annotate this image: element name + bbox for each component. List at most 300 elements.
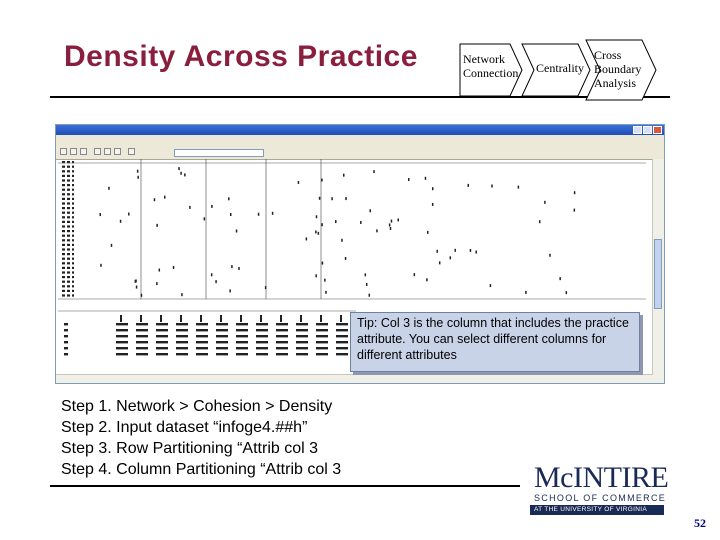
matrix-texture-mark	[67, 235, 70, 237]
matrix-texture-mark	[67, 276, 70, 278]
matrix-texture-mark	[176, 347, 188, 349]
chevron-label-line: Connection	[463, 66, 519, 80]
matrix-texture-mark	[216, 353, 228, 355]
open-file-icon[interactable]	[70, 148, 77, 155]
matrix-texture-mark	[67, 290, 70, 292]
matrix-texture-mark	[62, 184, 65, 186]
chevron-cross-boundary-label	[594, 48, 641, 90]
matrix-texture-mark	[178, 167, 180, 170]
matrix-texture-mark	[296, 353, 308, 355]
step-4: Step 4. Column Partitioning “Attrib col 3	[61, 461, 342, 478]
matrix-texture-mark	[67, 212, 70, 214]
matrix-texture-mark	[72, 221, 74, 223]
chevron-network-connection-label	[463, 52, 518, 80]
matrix-texture-mark	[160, 315, 162, 322]
steps-rule	[50, 485, 520, 487]
matrix-texture-mark	[320, 315, 322, 322]
matrix-texture-mark	[62, 230, 65, 232]
step-1: Step 1. Network > Cohesion > Density	[61, 398, 333, 415]
matrix-texture-mark	[67, 248, 70, 250]
matrix-texture-mark	[236, 341, 248, 343]
matrix-texture-mark	[316, 341, 328, 343]
matrix-texture-mark	[156, 347, 168, 349]
steps-list	[61, 396, 341, 480]
matrix-texture-mark	[156, 329, 168, 331]
matrix-texture-mark	[200, 315, 202, 322]
matrix-texture-mark	[62, 198, 65, 200]
step-3: Step 3. Row Partitioning “Attrib col 3	[61, 440, 319, 457]
matrix-texture-mark	[72, 281, 74, 283]
matrix-texture-mark	[236, 353, 248, 355]
matrix-texture-mark	[336, 353, 348, 355]
matrix-texture-mark	[490, 284, 492, 287]
matrix-texture-mark	[72, 267, 74, 269]
matrix-texture-mark	[316, 215, 318, 218]
matrix-texture-mark	[62, 166, 65, 168]
matrix-texture-mark	[316, 323, 328, 325]
matrix-texture-mark	[427, 231, 429, 234]
matrix-texture-mark	[566, 291, 568, 294]
matrix-texture-mark	[67, 216, 70, 218]
matrix-texture-mark	[72, 179, 74, 181]
matrix-texture-mark	[72, 290, 74, 292]
page-number: 52	[694, 516, 706, 530]
matrix-texture-mark	[296, 323, 308, 325]
logo-sub-text: SCHOOL OF COMMERCE	[534, 493, 667, 503]
minimize-icon[interactable]	[633, 126, 642, 134]
matrix-texture-mark	[256, 329, 268, 331]
matrix-texture-mark	[62, 244, 65, 246]
matrix-texture-mark	[369, 294, 371, 297]
matrix-texture-mark	[137, 170, 139, 173]
matrix-texture-mark	[62, 285, 65, 287]
matrix-texture-mark	[316, 347, 328, 349]
matrix-texture-mark	[236, 329, 248, 331]
horizontal-scrollbar[interactable]	[56, 374, 653, 383]
matrix-texture-mark	[425, 177, 427, 180]
matrix-texture-mark	[64, 329, 68, 331]
matrix-texture-mark	[64, 347, 68, 349]
matrix-texture-mark	[67, 170, 70, 172]
chevron-label-line: Analysis	[594, 76, 636, 90]
matrix-texture-mark	[432, 203, 434, 206]
matrix-texture-mark	[196, 347, 208, 349]
matrix-texture-mark	[296, 329, 308, 331]
matrix-texture-mark	[366, 283, 368, 286]
matrix-texture-mark	[300, 315, 302, 322]
matrix-texture-mark	[321, 179, 323, 182]
matrix-texture-mark	[204, 217, 206, 220]
matrix-texture-mark	[116, 323, 128, 325]
matrix-texture-mark	[62, 175, 65, 177]
matrix-texture-mark	[120, 315, 122, 322]
matrix-texture-mark	[176, 329, 188, 331]
matrix-texture-mark	[137, 176, 139, 179]
matrix-texture-mark	[156, 323, 168, 325]
matrix-texture-mark	[319, 197, 321, 200]
matrix-texture-mark	[336, 323, 348, 325]
matrix-texture-mark	[432, 187, 434, 190]
matrix-texture-mark	[376, 229, 378, 232]
matrix-texture-mark	[390, 227, 392, 230]
matrix-texture-mark	[111, 244, 113, 247]
tip-callout	[350, 312, 640, 372]
matrix-texture-mark	[315, 274, 317, 277]
matrix-texture-mark	[196, 353, 208, 355]
matrix-texture-mark	[62, 276, 65, 278]
matrix-texture-mark	[154, 198, 156, 201]
matrix-texture-mark	[116, 335, 128, 337]
chevron-label-line: Centrality	[536, 61, 584, 75]
matrix-texture-mark	[72, 244, 74, 246]
matrix-texture-mark	[136, 335, 148, 337]
print-icon[interactable]	[128, 148, 135, 155]
matrix-texture-mark	[62, 189, 65, 191]
matrix-texture-mark	[62, 235, 65, 237]
matrix-texture-mark	[316, 353, 328, 355]
matrix-texture-mark	[391, 220, 393, 223]
matrix-texture-mark	[67, 294, 70, 296]
matrix-texture-mark	[62, 212, 65, 214]
matrix-texture-mark	[67, 193, 70, 195]
matrix-texture-mark	[72, 253, 74, 255]
matrix-texture-mark	[72, 184, 74, 186]
matrix-texture-mark	[72, 294, 74, 296]
matrix-texture-mark	[62, 267, 65, 269]
matrix-texture-mark	[298, 181, 300, 184]
matrix-texture-mark	[67, 239, 70, 241]
matrix-texture-mark	[62, 290, 65, 292]
matrix-texture-mark	[62, 294, 65, 296]
matrix-texture-mark	[256, 341, 268, 343]
matrix-texture-mark	[236, 230, 238, 233]
matrix-texture-mark	[164, 196, 166, 199]
matrix-texture-mark	[67, 267, 70, 269]
matrix-texture-mark	[156, 224, 158, 227]
matrix-texture-mark	[256, 323, 268, 325]
slide-title: Density Across Practice	[64, 40, 418, 73]
matrix-texture-mark	[62, 179, 65, 181]
matrix-texture-mark	[389, 223, 391, 226]
matrix-texture-mark	[64, 341, 68, 343]
matrix-texture-mark	[67, 281, 70, 283]
tip-text: Tip: Col 3 is the column that includes the practice attribute. You can select different columns for different attributes	[357, 316, 629, 362]
matrix-texture-mark	[176, 323, 188, 325]
matrix-texture-mark	[62, 207, 65, 209]
matrix-texture-mark	[196, 329, 208, 331]
matrix-texture-mark	[62, 248, 65, 250]
matrix-texture-mark	[296, 341, 308, 343]
matrix-texture-mark	[373, 170, 375, 173]
matrix-texture-mark	[100, 213, 102, 216]
matrix-texture-mark	[316, 329, 328, 331]
matrix-texture-mark	[67, 244, 70, 246]
matrix-texture-mark	[196, 335, 208, 337]
matrix-texture-mark	[325, 291, 327, 294]
matrix-texture-mark	[365, 273, 367, 276]
matrix-texture-mark	[72, 225, 74, 227]
matrix-texture-mark	[256, 353, 268, 355]
matrix-texture-mark	[276, 335, 288, 337]
matrix-texture-mark	[316, 335, 328, 337]
matrix-texture-mark	[62, 258, 65, 260]
matrix-texture-mark	[265, 286, 267, 289]
matrix-texture-mark	[211, 273, 213, 276]
matrix-texture-mark	[231, 265, 233, 268]
matrix-texture-mark	[64, 353, 68, 355]
matrix-texture-mark	[62, 193, 65, 195]
matrix-texture-mark	[211, 205, 213, 208]
matrix-texture-mark	[67, 285, 70, 287]
mcintire-logo	[530, 461, 669, 516]
matrix-texture-mark	[72, 248, 74, 250]
matrix-texture-mark	[518, 186, 520, 189]
matrix-texture-mark	[315, 230, 317, 233]
matrix-texture-mark	[468, 184, 470, 187]
matrix-texture-mark	[336, 329, 348, 331]
matrix-texture-mark	[136, 329, 148, 331]
matrix-texture-mark	[345, 257, 347, 260]
matrix-texture-mark	[140, 315, 142, 322]
matrix-texture-mark	[180, 315, 182, 322]
matrix-texture-mark	[62, 271, 65, 273]
matrix-texture-mark	[72, 276, 74, 278]
matrix-texture-mark	[238, 267, 240, 270]
matrix-texture-mark	[72, 216, 74, 218]
matrix-texture-mark	[72, 285, 74, 287]
matrix-texture-mark	[336, 347, 348, 349]
matrix-texture-mark	[64, 323, 68, 325]
scrollbar-thumb[interactable]	[654, 239, 662, 309]
matrix-texture-mark	[136, 323, 148, 325]
matrix-texture-mark	[296, 347, 308, 349]
matrix-texture-mark	[136, 353, 148, 355]
matrix-texture-mark	[276, 323, 288, 325]
matrix-texture-mark	[62, 281, 65, 283]
matrix-texture-mark	[335, 220, 337, 223]
matrix-texture-mark	[475, 251, 477, 254]
matrix-texture-mark	[72, 170, 74, 172]
close-icon[interactable]	[653, 126, 662, 134]
matrix-texture-mark	[72, 239, 74, 241]
matrix-texture-mark	[64, 335, 68, 337]
matrix-texture-mark	[196, 323, 208, 325]
matrix-texture-mark	[256, 347, 268, 349]
matrix-texture-mark	[370, 209, 372, 212]
matrix-texture-mark	[176, 335, 188, 337]
matrix-texture-mark	[67, 271, 70, 273]
matrix-texture-mark	[439, 261, 441, 264]
matrix-texture-mark	[544, 201, 546, 204]
matrix-texture-mark	[72, 193, 74, 195]
matrix-texture-mark	[72, 189, 74, 191]
maximize-icon[interactable]	[643, 126, 652, 134]
matrix-texture-mark	[276, 353, 288, 355]
matrix-texture-mark	[72, 175, 74, 177]
matrix-texture-mark	[236, 335, 248, 337]
matrix-texture-mark	[318, 232, 320, 235]
matrix-texture-mark	[296, 335, 308, 337]
matrix-texture-mark	[156, 353, 168, 355]
matrix-texture-mark	[324, 279, 326, 282]
matrix-texture-mark	[116, 353, 128, 355]
matrix-texture-mark	[72, 262, 74, 264]
matrix-texture-mark	[216, 329, 228, 331]
matrix-texture-mark	[67, 175, 70, 177]
matrix-texture-mark	[67, 184, 70, 186]
matrix-texture-mark	[72, 202, 74, 204]
matrix-texture-mark	[276, 347, 288, 349]
matrix-texture-mark	[72, 271, 74, 273]
matrix-texture-mark	[454, 249, 456, 252]
matrix-texture-mark	[256, 335, 268, 337]
matrix-texture-mark	[136, 286, 138, 289]
matrix-texture-mark	[574, 209, 576, 212]
matrix-texture-mark	[67, 202, 70, 204]
matrix-texture-mark	[62, 239, 65, 241]
matrix-texture-mark	[62, 262, 65, 264]
chevron-label-line: Network	[463, 52, 505, 66]
matrix-texture-mark	[141, 294, 143, 297]
matrix-texture-mark	[67, 179, 70, 181]
matrix-texture-mark	[336, 341, 348, 343]
matrix-texture-mark	[470, 249, 472, 252]
matrix-texture-mark	[414, 273, 416, 276]
matrix-texture-mark	[426, 278, 428, 281]
matrix-texture-mark	[67, 221, 70, 223]
chevron-centrality-label	[536, 61, 584, 75]
window-controls	[633, 126, 662, 134]
matrix-texture-mark	[229, 289, 231, 292]
matrix-texture-mark	[156, 335, 168, 337]
matrix-texture-mark	[180, 172, 182, 175]
matrix-texture-mark	[62, 221, 65, 223]
matrix-texture-mark	[216, 323, 228, 325]
matrix-texture-mark	[67, 189, 70, 191]
matrix-texture-mark	[67, 225, 70, 227]
logo-main-text: McINTIRE	[534, 461, 669, 494]
matrix-texture-mark	[341, 239, 343, 242]
matrix-texture-mark	[67, 253, 70, 255]
matrix-texture-mark	[216, 335, 228, 337]
window-titlebar	[56, 125, 664, 135]
copy-icon[interactable]	[104, 148, 111, 155]
matrix-texture-mark	[116, 329, 128, 331]
matrix-texture-mark	[136, 341, 148, 343]
matrix-texture-mark	[196, 341, 208, 343]
matrix-texture-mark	[491, 184, 493, 187]
matrix-texture-mark	[336, 335, 348, 337]
matrix-texture-mark	[67, 166, 70, 168]
matrix-texture-mark	[408, 178, 410, 181]
matrix-texture-mark	[67, 198, 70, 200]
matrix-texture-mark	[156, 282, 158, 285]
chevron-label-line: Boundary	[594, 62, 642, 76]
matrix-texture-mark	[176, 341, 188, 343]
logo-bar	[530, 505, 664, 515]
matrix-texture-mark	[159, 269, 161, 272]
matrix-texture-mark	[236, 347, 248, 349]
matrix-texture-mark	[276, 341, 288, 343]
matrix-texture-mark	[67, 258, 70, 260]
matrix-texture-mark	[67, 262, 70, 264]
matrix-texture-mark	[62, 170, 65, 172]
matrix-texture-mark	[62, 216, 65, 218]
save-icon[interactable]	[80, 148, 87, 155]
matrix-texture-mark	[72, 258, 74, 260]
matrix-texture-mark	[436, 250, 438, 253]
matrix-texture-mark	[216, 341, 228, 343]
matrix-texture-mark	[62, 225, 65, 227]
font-select-field[interactable]	[174, 149, 264, 157]
matrix-texture-mark	[215, 280, 217, 283]
matrix-texture-mark	[240, 315, 242, 322]
matrix-texture-mark	[72, 207, 74, 209]
chevron-label-line: Cross	[594, 48, 622, 62]
step-2: Step 2. Input dataset “infoge4.##h”	[61, 419, 308, 436]
matrix-texture-mark	[181, 293, 183, 296]
matrix-texture-mark	[156, 341, 168, 343]
logo-bar-text: AT THE UNIVERSITY OF VIRGINIA	[534, 506, 647, 513]
matrix-texture-mark	[331, 197, 333, 200]
matrix-texture-mark	[216, 347, 228, 349]
matrix-texture-mark	[173, 266, 175, 269]
new-file-icon[interactable]	[60, 148, 67, 155]
matrix-texture-mark	[184, 173, 186, 176]
matrix-texture-mark	[62, 202, 65, 204]
matrix-texture-mark	[189, 206, 191, 209]
matrix-texture-mark	[340, 315, 342, 322]
matrix-texture-mark	[397, 218, 399, 221]
matrix-texture-mark	[322, 262, 324, 265]
matrix-texture-mark	[135, 280, 137, 283]
matrix-texture-mark	[72, 235, 74, 237]
matrix-texture-mark	[260, 315, 262, 322]
matrix-texture-mark	[128, 213, 130, 216]
matrix-texture-mark	[450, 256, 452, 259]
matrix-texture-mark	[276, 329, 288, 331]
matrix-texture-mark	[559, 277, 561, 280]
matrix-texture-mark	[280, 315, 282, 322]
matrix-texture-mark	[230, 213, 232, 216]
matrix-texture-mark	[72, 198, 74, 200]
matrix-texture-mark	[67, 207, 70, 209]
matrix-texture-mark	[100, 264, 102, 267]
matrix-texture-mark	[67, 230, 70, 232]
matrix-texture-mark	[108, 187, 110, 190]
matrix-texture-mark	[136, 347, 148, 349]
matrix-texture-mark	[72, 212, 74, 214]
paste-icon[interactable]	[114, 148, 121, 155]
matrix-texture-mark	[116, 347, 128, 349]
vertical-scrollbar[interactable]	[652, 159, 664, 383]
matrix-texture-mark	[236, 323, 248, 325]
matrix-texture-mark	[272, 212, 274, 215]
matrix-texture-mark	[62, 253, 65, 255]
matrix-texture-mark	[176, 353, 188, 355]
matrix-texture-mark	[258, 213, 260, 216]
matrix-texture-mark	[220, 315, 222, 322]
matrix-texture-mark	[120, 220, 122, 223]
matrix-texture-mark	[549, 254, 551, 257]
cut-icon[interactable]	[94, 148, 101, 155]
matrix-texture-mark	[345, 197, 347, 200]
matrix-texture-mark	[360, 221, 362, 224]
matrix-texture-mark	[72, 230, 74, 232]
matrix-texture-mark	[306, 237, 308, 240]
matrix-texture-mark	[539, 220, 541, 223]
matrix-texture-mark	[228, 197, 230, 200]
